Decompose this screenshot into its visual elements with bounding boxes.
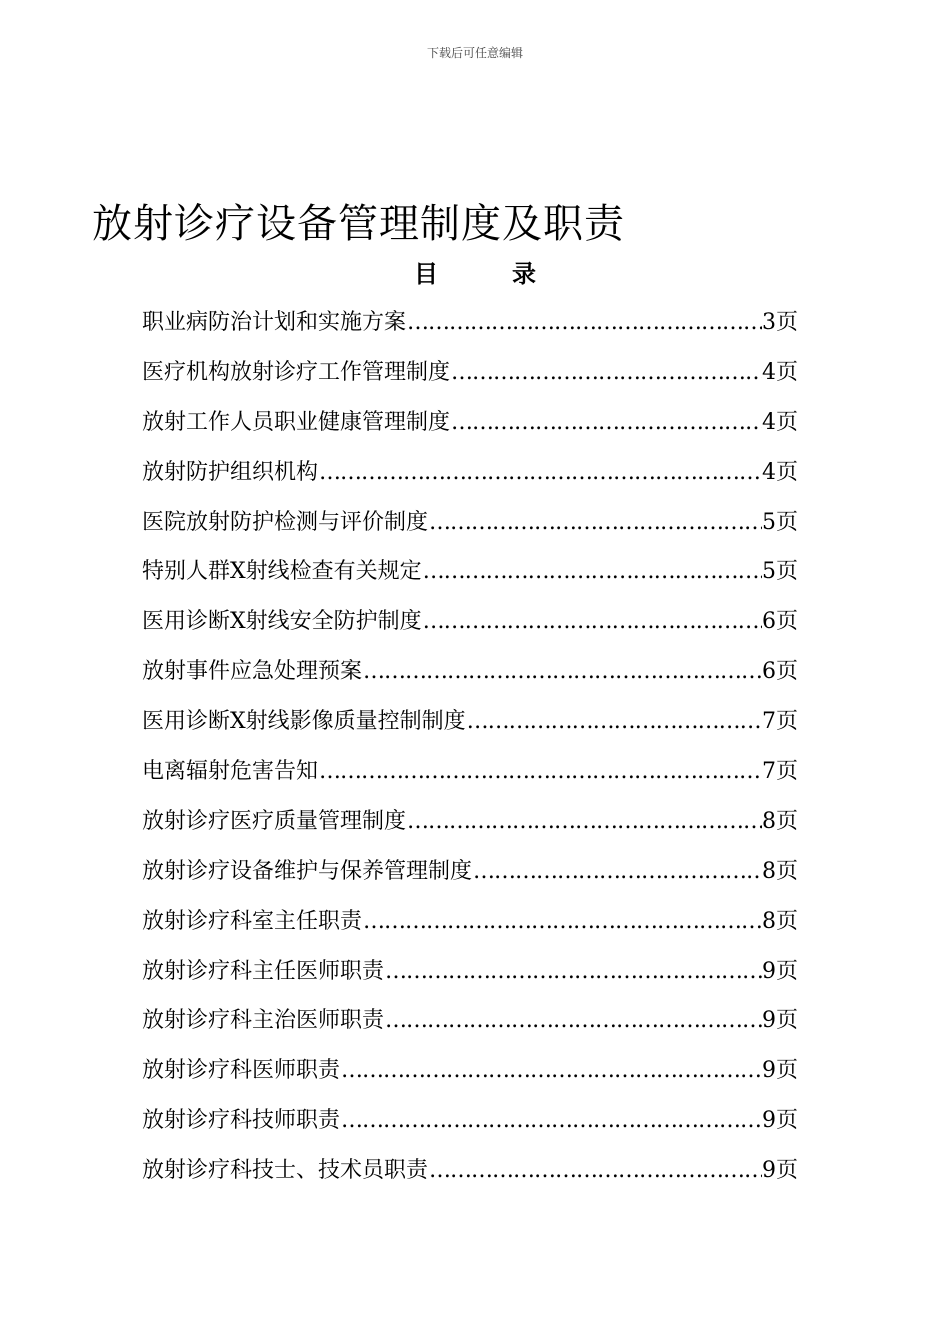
- toc-entry-page: 8页: [762, 908, 798, 934]
- toc-entry[interactable]: [142, 552, 798, 602]
- toc-entry-page: 6页: [762, 609, 798, 635]
- toc-entry-page: 4页: [762, 409, 798, 435]
- toc-entry[interactable]: [142, 303, 798, 353]
- toc-entry-label: 放射诊疗科技师职责: [142, 1108, 341, 1134]
- toc-heading: [0, 258, 950, 290]
- toc-entry-page: 9页: [762, 958, 798, 984]
- toc-entry[interactable]: [142, 702, 798, 752]
- toc-leader-dots: [428, 503, 762, 543]
- toc-entry-label: 医疗机构放射诊疗工作管理制度: [142, 359, 451, 385]
- toc-entry[interactable]: [142, 1001, 798, 1051]
- toc-entry-page: 4页: [762, 459, 798, 485]
- toc-entry[interactable]: [142, 503, 798, 553]
- toc-leader-dots: [362, 902, 762, 942]
- toc-entry-label: 职业病防治计划和实施方案: [142, 310, 407, 335]
- toc-leader-dots: [428, 1151, 762, 1191]
- toc-entry-label: 医用诊断X射线安全防护制度: [142, 609, 422, 635]
- toc-entry-label: 电离辐射危害告知: [142, 759, 319, 785]
- toc-entry-page: 6页: [762, 659, 798, 685]
- toc-entry[interactable]: [142, 802, 798, 852]
- toc-entry-page: 7页: [762, 709, 798, 735]
- toc-leader-dots: [318, 453, 762, 493]
- toc-entry-label: 特别人群X射线检查有关规定: [142, 559, 422, 585]
- toc-entry-page: 9页: [762, 1058, 798, 1084]
- toc-entry[interactable]: [142, 952, 798, 1002]
- toc-entry[interactable]: [142, 453, 798, 503]
- toc-entry[interactable]: [142, 902, 798, 952]
- toc-entry-label: 放射事件应急处理预案: [142, 659, 363, 685]
- toc-entry-label: 医用诊断X射线影像质量控制制度: [142, 709, 466, 735]
- toc-heading-char-1: 目: [414, 260, 438, 288]
- toc-entry[interactable]: [142, 1151, 798, 1201]
- toc-leader-dots: [472, 852, 762, 892]
- toc-entry-page: 8页: [762, 808, 798, 834]
- toc-leader-dots: [318, 752, 762, 792]
- toc-entry-page: 9页: [762, 1008, 798, 1034]
- header-note: 下载后可任意编辑: [426, 46, 523, 60]
- toc-entry-label: 放射诊疗科主治医师职责: [142, 1008, 385, 1034]
- toc-leader-dots: [362, 652, 762, 692]
- toc-leader-dots: [340, 1051, 762, 1091]
- toc-entry-label: 放射诊疗科主任医师职责: [142, 958, 385, 984]
- toc-heading-char-2: 录: [512, 260, 536, 288]
- toc-entry[interactable]: [142, 602, 798, 652]
- toc-leader-dots: [422, 552, 762, 592]
- toc-entry[interactable]: [142, 1051, 798, 1101]
- toc-entry-label: 放射诊疗设备维护与保养管理制度: [142, 858, 473, 884]
- toc-entry[interactable]: [142, 1101, 798, 1151]
- toc-leader-dots: [340, 1101, 762, 1141]
- toc-entry-page: 4页: [762, 359, 798, 385]
- toc-entry-label: 医院放射防护检测与评价制度: [142, 509, 429, 535]
- toc-leader-dots: [466, 702, 762, 742]
- toc-leader-dots: [422, 602, 762, 642]
- toc-entry-label: 放射诊疗医疗质量管理制度: [142, 808, 407, 834]
- toc-leader-dots: [406, 303, 762, 343]
- document-title: 放射诊疗设备管理制度及职责: [92, 201, 625, 247]
- toc-leader-dots: [450, 353, 762, 393]
- toc-leader-dots: [450, 403, 762, 443]
- toc-entry-label: 放射工作人员职业健康管理制度: [142, 409, 451, 435]
- toc-entry-page: 5页: [762, 559, 798, 585]
- toc-entry-page: 9页: [762, 1158, 798, 1184]
- toc-leader-dots: [384, 952, 762, 992]
- toc-entry[interactable]: [142, 752, 798, 802]
- toc-entry-page: 3页: [762, 310, 798, 335]
- table-of-contents: [142, 303, 798, 1201]
- toc-leader-dots: [406, 802, 762, 842]
- toc-entry[interactable]: [142, 652, 798, 702]
- toc-entry-label: 放射防护组织机构: [142, 459, 319, 485]
- toc-entry-page: 7页: [762, 759, 798, 785]
- toc-entry-page: 8页: [762, 858, 798, 884]
- toc-entry-page: 5页: [762, 509, 798, 535]
- toc-entry[interactable]: [142, 403, 798, 453]
- toc-entry-page: 9页: [762, 1108, 798, 1134]
- toc-entry[interactable]: [142, 852, 798, 902]
- toc-leader-dots: [384, 1001, 762, 1041]
- toc-entry-label: 放射诊疗科技士、技术员职责: [142, 1158, 429, 1184]
- toc-entry-label: 放射诊疗科医师职责: [142, 1058, 341, 1084]
- toc-entry-label: 放射诊疗科室主任职责: [142, 908, 363, 934]
- toc-entry[interactable]: [142, 353, 798, 403]
